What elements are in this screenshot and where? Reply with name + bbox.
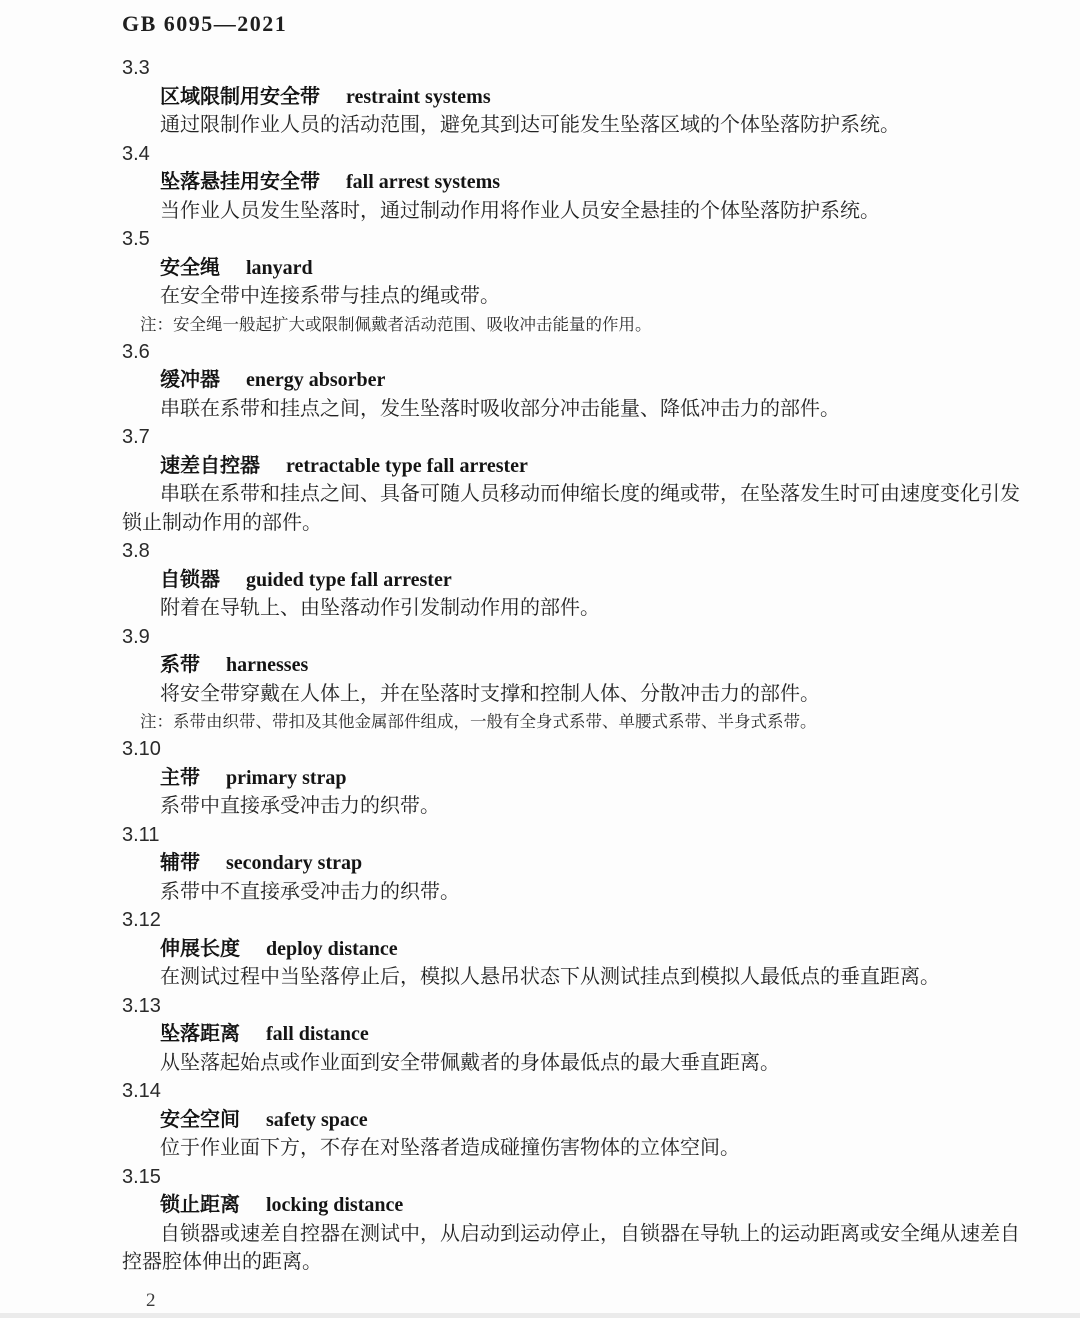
term-english: fall arrest systems xyxy=(346,171,501,193)
standard-number: GB 6095—2021 xyxy=(122,11,288,36)
definition-line: 系带中直接承受冲击力的织带。 xyxy=(160,795,440,817)
clause-definition xyxy=(122,197,1044,226)
clause xyxy=(122,735,1044,821)
clause-definition xyxy=(122,111,1044,140)
clause-note xyxy=(122,708,1044,735)
clause-number: 3.5 xyxy=(122,228,150,250)
clause-number: 3.13 xyxy=(122,994,161,1017)
terms-section-list xyxy=(122,54,1044,1277)
definition-line: 附着在导轨上、由坠落动作引发制动作用的部件。 xyxy=(160,597,600,619)
definition-line: 在测试过程中当坠落停止后，模拟人悬吊状态下从测试挂点到模拟人最低点的垂直距离。 xyxy=(160,966,940,988)
page-number: 2 xyxy=(146,1289,156,1311)
note-text: 安全绳一般起扩大或限制佩戴者活动范围、吸收冲击能量的作用。 xyxy=(173,314,652,334)
clause-number: 3.4 xyxy=(122,142,150,165)
definition-line: 位于作业面下方，不存在对坠落者造成碰撞伤害物体的立体空间。 xyxy=(160,1137,740,1159)
clause xyxy=(122,1077,1044,1163)
clause xyxy=(122,821,1044,907)
clause-definition xyxy=(122,963,1044,992)
clause-number: 3.8 xyxy=(122,540,150,562)
term-english: primary strap xyxy=(226,766,347,789)
clause-number: 3.3 xyxy=(122,57,150,79)
clause-title xyxy=(122,849,1044,878)
term-english: retractable type fall arrester xyxy=(286,454,528,477)
definition-line: 串联在系带和挂点之间、具备可随人员移动而伸缩长度的绳或带，在坠落发生时可由速度变化引发 xyxy=(160,483,1020,505)
definition-line: 通过限制作业人员的活动范围，避免其到达可能发生坠落区域的个体坠落防护系统。 xyxy=(160,114,900,136)
note-text: 系带由织带、带扣及其他金属部件组成，一般有全身式系带、单腰式系带、半身式系带。 xyxy=(173,712,817,731)
term-chinese: 辅带 xyxy=(160,852,200,874)
clause-title xyxy=(122,1106,1044,1135)
term-chinese: 速差自控器 xyxy=(160,454,260,477)
clause-definition xyxy=(122,792,1044,821)
clause-title xyxy=(122,366,1044,395)
clause-definition xyxy=(122,1134,1044,1163)
term-english: deploy distance xyxy=(266,937,398,960)
clause-number: 3.10 xyxy=(122,738,161,760)
term-english: secondary strap xyxy=(226,852,363,874)
clause-title xyxy=(122,1020,1044,1049)
clause xyxy=(122,423,1044,537)
term-chinese: 锁止距离 xyxy=(160,1194,240,1216)
term-chinese: 自锁器 xyxy=(160,568,220,591)
clause-title xyxy=(122,83,1044,112)
clause-number: 3.7 xyxy=(122,426,150,448)
note-label: 注： xyxy=(140,314,173,334)
term-english: energy absorber xyxy=(246,369,386,391)
clause xyxy=(122,338,1044,424)
clause xyxy=(122,1163,1044,1277)
clause-definition xyxy=(122,680,1044,709)
clause-note xyxy=(122,311,1044,338)
clause-title xyxy=(122,168,1044,197)
term-english: locking distance xyxy=(266,1194,404,1216)
clause xyxy=(122,623,1044,736)
clause-number: 3.14 xyxy=(122,1080,161,1102)
clause xyxy=(122,992,1044,1078)
term-chinese: 坠落悬挂用安全带 xyxy=(160,171,320,193)
clause-definition xyxy=(122,1049,1044,1078)
clause xyxy=(122,54,1044,140)
clause xyxy=(122,906,1044,992)
clause-title xyxy=(122,566,1044,595)
term-chinese: 主带 xyxy=(160,766,200,789)
definition-line: 锁止制动作用的部件。 xyxy=(122,511,322,534)
definition-line: 串联在系带和挂点之间，发生坠落时吸收部分冲击能量、降低冲击力的部件。 xyxy=(160,397,840,420)
term-english: harnesses xyxy=(226,654,309,676)
clause-title xyxy=(122,651,1044,680)
term-english: fall distance xyxy=(266,1023,369,1045)
definition-line: 控器腔体伸出的距离。 xyxy=(122,1251,322,1273)
clause-definition xyxy=(122,878,1044,907)
term-english: restraint systems xyxy=(346,85,491,108)
clause-number: 3.11 xyxy=(122,823,160,846)
clause xyxy=(122,225,1044,338)
clause xyxy=(122,140,1044,226)
clause-title xyxy=(122,764,1044,793)
definition-line: 自锁器或速差自控器在测试中，从启动到运动停止，自锁器在导轨上的运动距离或安全绳从速差自 xyxy=(160,1222,1020,1245)
term-chinese: 区域限制用安全带 xyxy=(160,85,320,108)
clause-definition xyxy=(122,282,1044,311)
definition-line: 在安全带中连接系带与挂点的绳或带。 xyxy=(160,285,500,307)
term-chinese: 系带 xyxy=(160,654,200,676)
clause-title xyxy=(122,935,1044,964)
term-english: lanyard xyxy=(246,256,313,279)
clause-definition xyxy=(122,1220,1044,1277)
clause-definition xyxy=(122,480,1044,537)
clause-number: 3.15 xyxy=(122,1165,161,1188)
definition-line: 将安全带穿戴在人体上，并在坠落时支撑和控制人体、分散冲击力的部件。 xyxy=(160,682,820,705)
term-chinese: 安全空间 xyxy=(160,1108,240,1131)
term-chinese: 坠落距离 xyxy=(160,1023,240,1045)
clause-title xyxy=(122,452,1044,481)
term-english: guided type fall arrester xyxy=(246,568,452,591)
term-english: safety space xyxy=(266,1108,368,1131)
definition-line: 系带中不直接承受冲击力的织带。 xyxy=(160,880,460,903)
definition-line: 从坠落起始点或作业面到安全带佩戴者的身体最低点的最大垂直距离。 xyxy=(160,1051,780,1074)
clause-definition xyxy=(122,594,1044,623)
clause xyxy=(122,537,1044,623)
term-chinese: 缓冲器 xyxy=(160,369,220,391)
clause-number: 3.6 xyxy=(122,340,150,363)
term-chinese: 伸展长度 xyxy=(160,937,240,960)
clause-number: 3.9 xyxy=(122,625,150,648)
term-chinese: 安全绳 xyxy=(160,256,220,279)
clause-title xyxy=(122,1191,1044,1220)
note-label: 注： xyxy=(140,712,173,731)
clause-number: 3.12 xyxy=(122,909,161,931)
scan-edge xyxy=(0,1313,1080,1318)
clause-title xyxy=(122,254,1044,283)
clause-definition xyxy=(122,395,1044,424)
definition-line: 当作业人员发生坠落时，通过制动作用将作业人员安全悬挂的个体坠落防护系统。 xyxy=(160,199,880,222)
